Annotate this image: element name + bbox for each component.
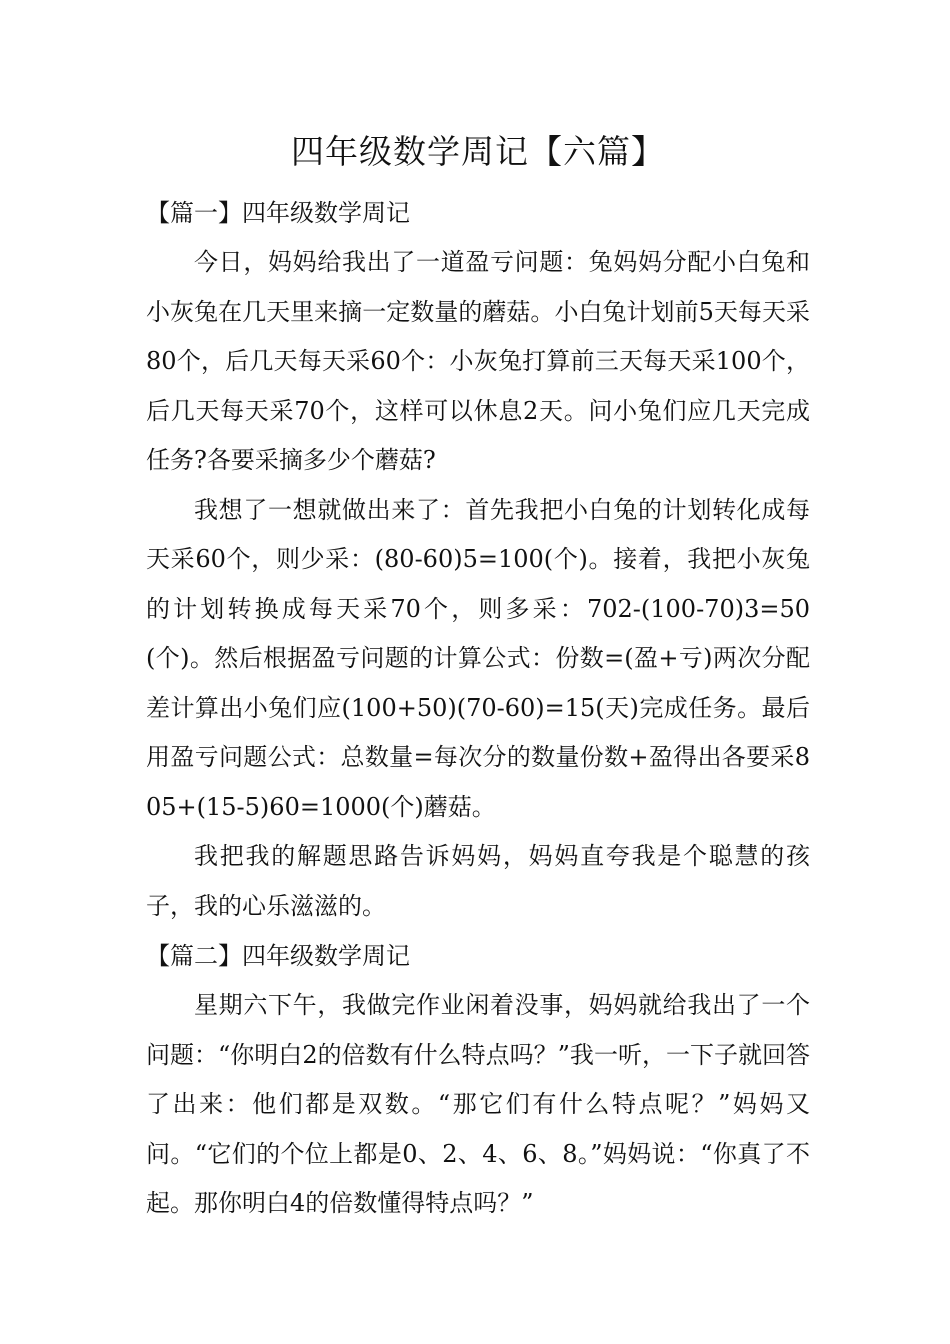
paragraph: 我把我的解题思路告诉妈妈，妈妈直夸我是个聪慧的孩子，我的心乐滋滋的。	[146, 842, 810, 920]
document-page	[146, 120, 810, 1229]
section-heading: 【篇二】四年级数学周记	[146, 942, 410, 970]
section-2	[146, 931, 810, 1229]
section-heading: 【篇一】四年级数学周记	[146, 199, 410, 227]
paragraph: 今日，妈妈给我出了一道盈亏问题：兔妈妈分配小白兔和小灰兔在几天里来摘一定数量的蘑菇。小白兔计划前5天每天采80个，后几天每天采60个：小灰兔打算前三天每天采100个，后几天每天采70个，这样可以休息2天。问小兔们应几天完成任务?各要采摘多少个蘑菇?	[146, 248, 810, 474]
paragraph: 星期六下午，我做完作业闲着没事，妈妈就给我出了一个问题：“你明白2的倍数有什么特点吗？”我一听，一下子就回答了出来：他们都是双数。“那它们有什么特点呢？”妈妈又问。“它们的个位上都是0、2、4、6、8。”妈妈说：“你真了不起。那你明白4的倍数懂得特点吗？”	[146, 991, 810, 1217]
paragraph: 我想了一想就做出来了：首先我把小白兔的计划转化成每天采60个，则少采：(80-60)5=100(个)。接着，我把小灰兔的计划转换成每天采70个，则多采：702-(100-70)3=50(个)。然后根据盈亏问题的计算公式：份数=(盈+亏)两次分配差计算出小兔们应(100+50)(70-60)=15(天)完成任务。最后用盈亏问题公式：总数量=每次分的数量份数+盈得出各要采805+(15-5)60=1000(个)蘑菇。	[146, 495, 810, 821]
document-title: 四年级数学周记【六篇】	[291, 132, 665, 171]
section-1	[146, 188, 810, 931]
